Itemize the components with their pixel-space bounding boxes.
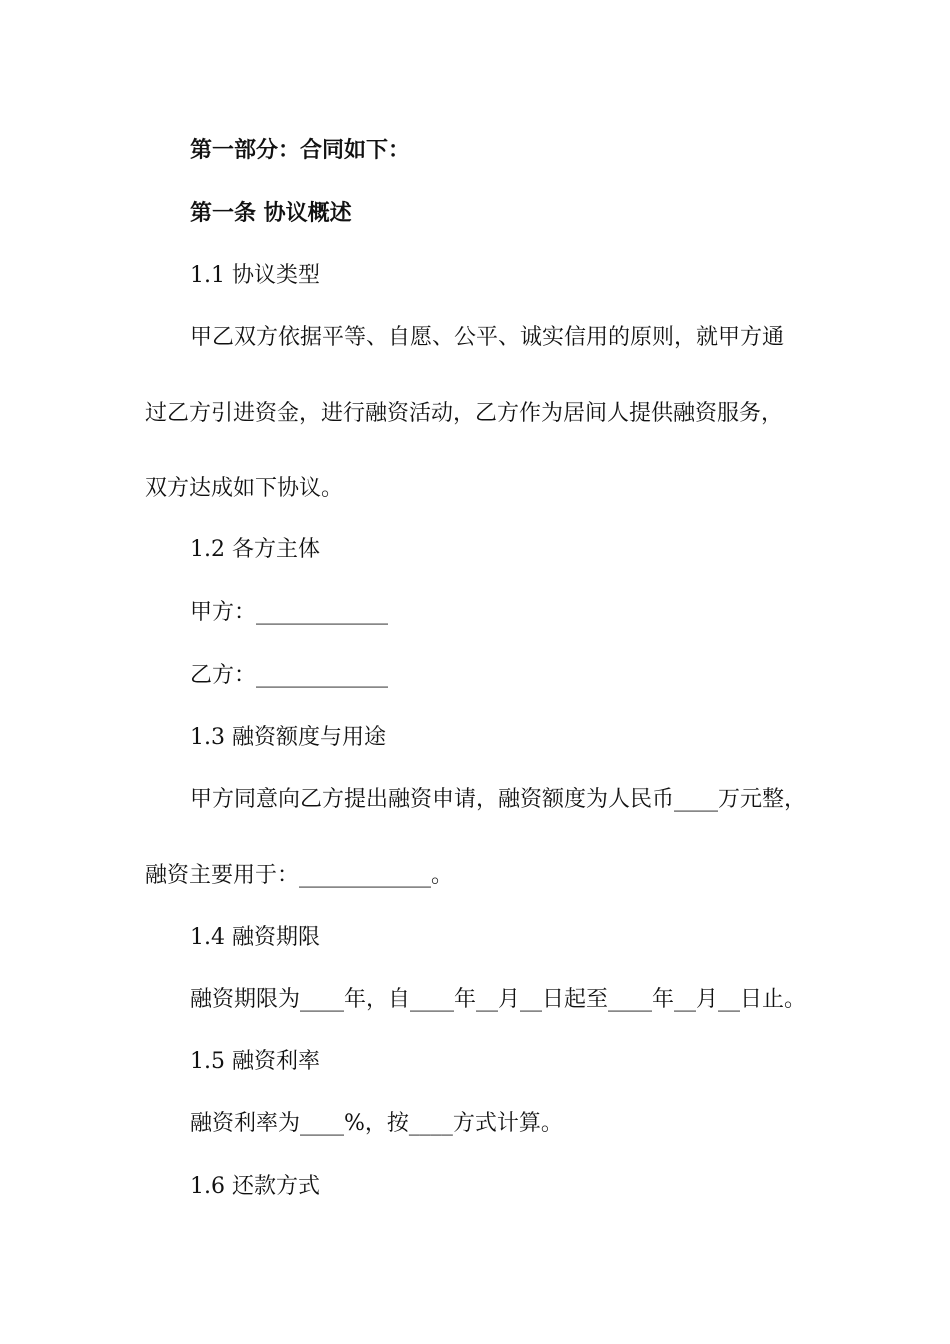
section-heading-1-3: 1.3 融资额度与用途 [190, 725, 386, 750]
paragraph-line: 甲方同意向乙方提出融资申请，融资额度为人民币____万元整， [190, 787, 807, 812]
paragraph-line: 融资主要用于：____________。 [145, 863, 454, 888]
part-heading: 第一部分：合同如下： [190, 138, 411, 163]
section-heading-1-5: 1.5 融资利率 [190, 1049, 320, 1074]
section-heading-1-6: 1.6 还款方式 [190, 1174, 320, 1199]
party-b-line: 乙方：____________ [190, 663, 389, 688]
article-heading: 第一条 协议概述 [190, 201, 352, 226]
section-heading-1-4: 1.4 融资期限 [190, 925, 320, 950]
paragraph-line: 双方达成如下协议。 [145, 476, 344, 501]
party-a-line: 甲方：____________ [190, 600, 389, 625]
section-heading-1-1: 1.1 协议类型 [190, 263, 320, 288]
paragraph-line: 甲乙双方依据平等、自愿、公平、诚实信用的原则，就甲方通 [190, 325, 785, 350]
paragraph-line: 融资期限为____年，自____年__月__日起至____年__月__日止。 [190, 987, 807, 1012]
section-heading-1-2: 1.2 各方主体 [190, 537, 320, 562]
paragraph-line: 融资利率为____%，按____方式计算。 [190, 1111, 563, 1136]
paragraph-line: 过乙方引进资金，进行融资活动，乙方作为居间人提供融资服务， [145, 401, 784, 426]
